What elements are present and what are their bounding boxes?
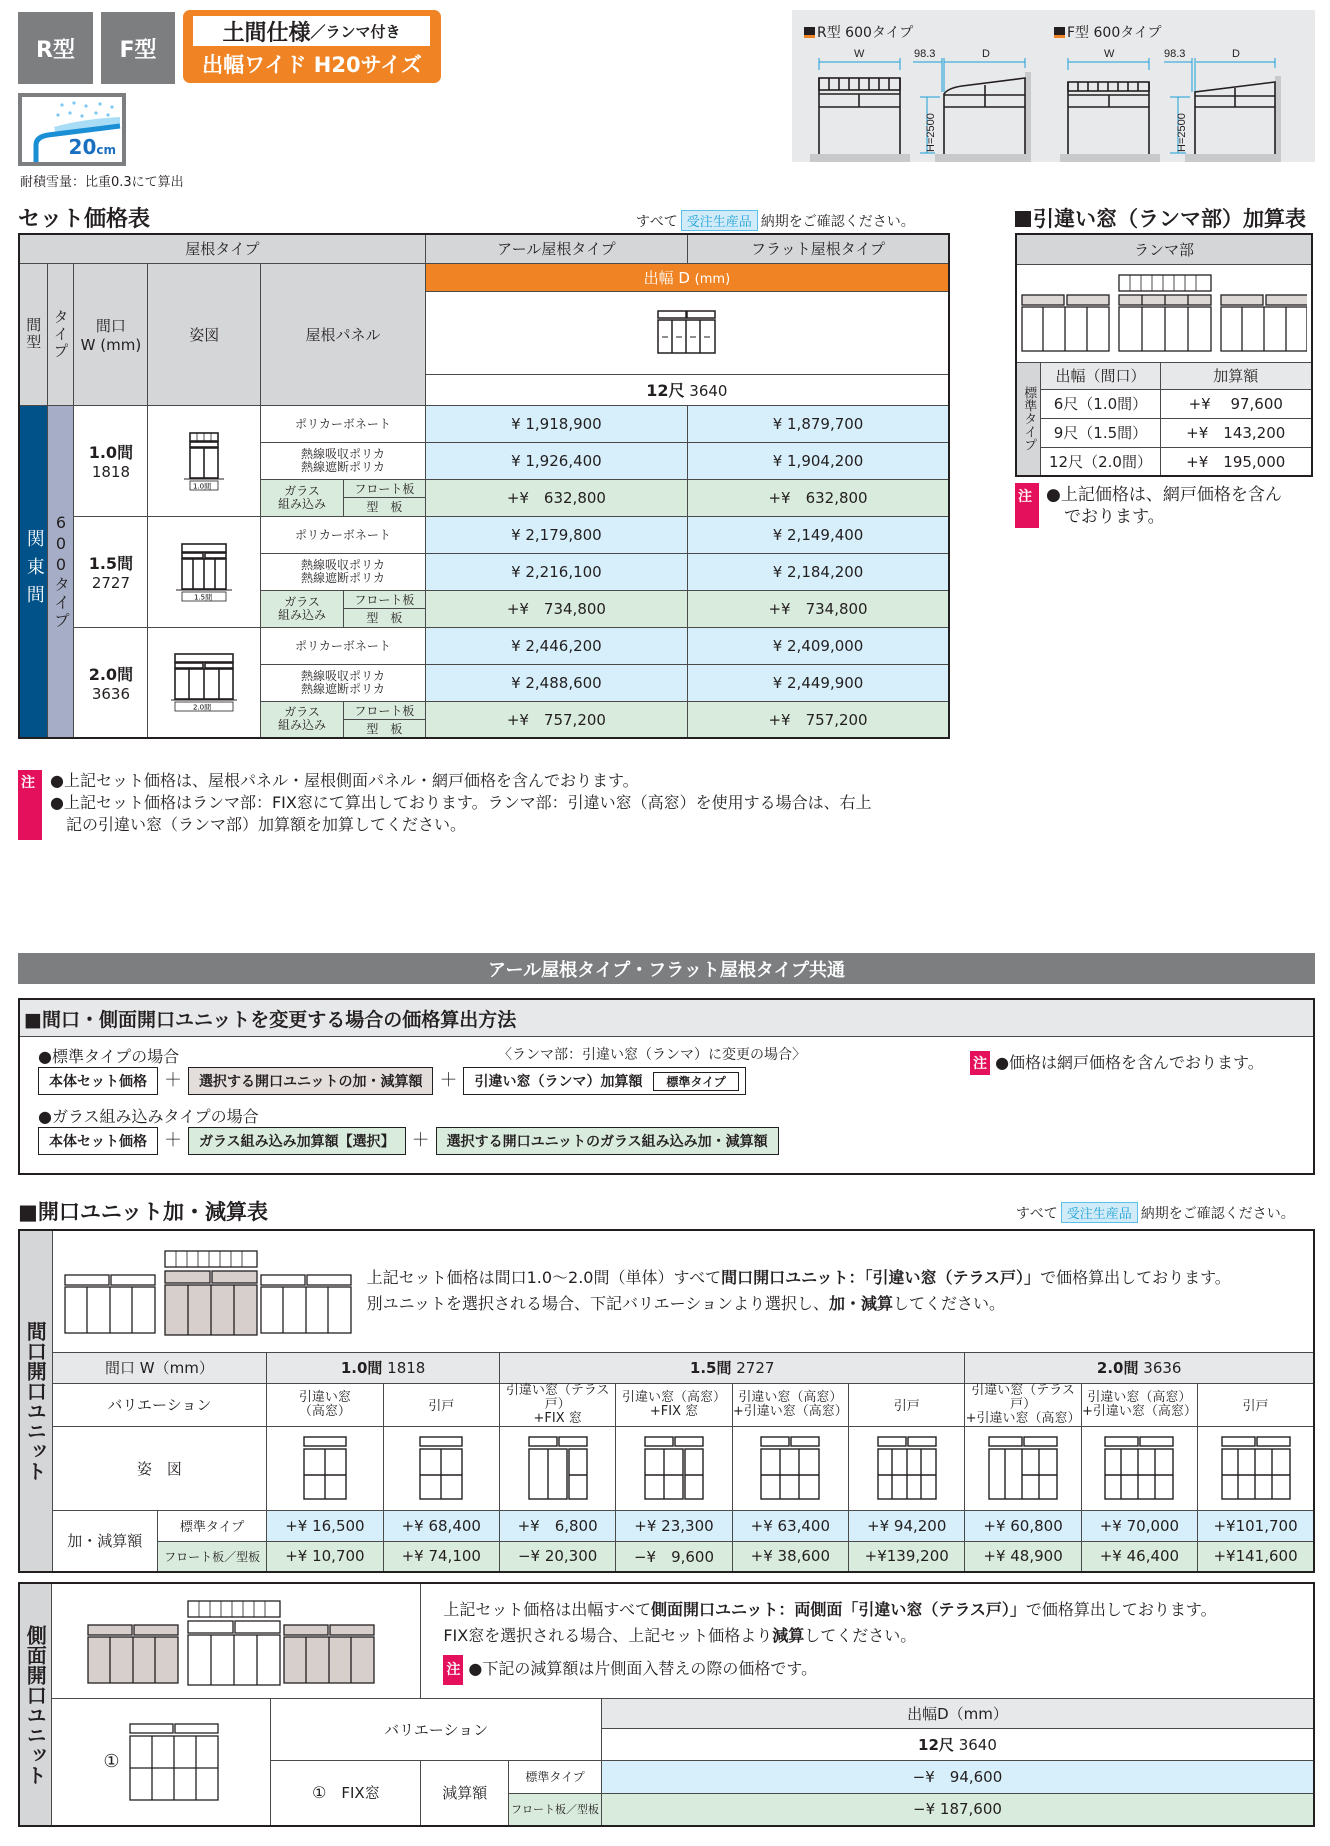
panel-heat: 熱線吸収ポリカ 熱線遮断ポリカ xyxy=(261,442,426,479)
float-amount: +¥ 46,400 xyxy=(1081,1541,1197,1572)
ranma-col-add: 加算額 xyxy=(1160,362,1312,389)
spec-badge xyxy=(183,10,441,83)
formula-title: ■間口・側面開口ユニットを変更する場合の価格算出方法 xyxy=(20,1000,1313,1037)
diagram-r-title: R型 600タイプ xyxy=(804,22,913,42)
figure-1-0 xyxy=(148,405,261,516)
type-600: 600タイプ xyxy=(48,405,74,738)
ranma-size: 12尺（2.0間） xyxy=(1041,447,1160,476)
diagram-r-w: W xyxy=(854,48,865,60)
figure-1-5 xyxy=(148,516,261,627)
ranma-figure xyxy=(1016,264,1312,362)
price-f-2-0-poly: ¥ 2,409,000 xyxy=(688,627,949,664)
panel-heat: 熱線吸収ポリカ 熱線遮断ポリカ xyxy=(261,553,426,590)
std-amount: +¥ 70,000 xyxy=(1081,1510,1197,1541)
width-1-5: 1.5間 2727 xyxy=(74,516,148,627)
svg-text:D: D xyxy=(1232,48,1240,60)
made-to-order-badge: 受注生産品 xyxy=(681,210,758,231)
variation-name: 引違い窓（高窓） +引違い窓（高窓） xyxy=(1081,1383,1197,1426)
variation-name: 引違い窓（テラス戸） +引違い窓（高窓） xyxy=(965,1382,1081,1426)
set-price-notes: ●上記セット価格は、屋根パネル・屋根側面パネル・網戸価格を含んでおります。 ●上記セット価格はランマ部：FIX窓にて算出しております。ランマ部：引違い窓（高窓）を使用する場合は、右上 記の引違い窓（ランマ部）加算額を加算してください。 xyxy=(50,771,872,834)
side-row-name: ① FIX窓 xyxy=(271,1760,421,1826)
row-float: フロート板／型板 xyxy=(157,1541,266,1572)
price-r-1-0-glass: +¥ 632,800 xyxy=(425,479,687,516)
std-amount: +¥ 68,400 xyxy=(383,1510,499,1541)
panel-glass-type: フロート板 型 板 xyxy=(343,701,425,738)
note-mark: 注 xyxy=(1018,489,1032,505)
std-amount: +¥ 6,800 xyxy=(499,1510,615,1541)
price-r-1-0-heat: ¥ 1,926,400 xyxy=(425,442,687,479)
float-amount: +¥ 38,600 xyxy=(732,1541,848,1572)
variation-figure xyxy=(499,1426,615,1510)
snow-unit: cm xyxy=(96,143,116,157)
spec-title: 土間仕様 xyxy=(222,20,311,46)
unit-2-0-icon xyxy=(171,652,237,712)
side-unit-figure xyxy=(52,1583,421,1698)
panel-glass: ガラス 組み込み xyxy=(261,479,344,516)
std-amount: +¥ 16,500 xyxy=(267,1510,383,1541)
price-r-2-0-poly: ¥ 2,446,200 xyxy=(425,627,687,664)
svg-text:98.3: 98.3 xyxy=(914,48,936,60)
std-amount: +¥ 94,200 xyxy=(849,1510,965,1541)
panel-poly: ポリカーボネート xyxy=(261,405,426,442)
badge-f-type: F型 xyxy=(101,12,175,84)
side-row-std: 標準タイプ xyxy=(509,1760,602,1793)
side-unit-desc: 上記セット価格は出幅すべて側面開口ユニット：両側面「引違い窓（テラス戸）」で価格算出しております。 FIX窓を選択される場合、上記セット価格より減算してください。 注 ●下記の減算額は片側面入替えの際の価格です。 xyxy=(421,1583,1314,1698)
transom-fix-icon xyxy=(643,1435,705,1501)
side-unit-icon xyxy=(656,309,718,357)
float-amount: +¥ 74,100 xyxy=(383,1541,499,1572)
glass-formula: 本体セット価格 ＋ ガラス組み込み加算額【選択】 ＋ 選択する開口ユニットのガラス組み込み加・減算額 xyxy=(38,1126,779,1155)
transom-transom-icon xyxy=(1103,1435,1175,1501)
variation-figure xyxy=(1081,1426,1197,1510)
ranma-size: 9尺（1.5間） xyxy=(1041,418,1160,447)
ranma-case-label: 〈ランマ部：引違い窓（ランマ）に変更の場合〉 xyxy=(498,1047,806,1063)
side-row-label: 減算額 xyxy=(421,1760,509,1826)
side-opening-icon xyxy=(86,1591,386,1691)
std-case-label: ●標準タイプの場合 xyxy=(38,1047,180,1066)
spec-sub: ／ランマ付き xyxy=(310,22,401,41)
side-float-value: −¥ 187,600 xyxy=(601,1793,1314,1826)
made-to-order-badge: 受注生産品 xyxy=(1061,1202,1138,1223)
float-amount: +¥141,600 xyxy=(1198,1541,1314,1572)
snow-caption: 耐積雪量：比重0.3にて算出 xyxy=(20,175,184,190)
price-r-1-5-heat: ¥ 2,216,100 xyxy=(425,553,687,590)
carport-elevation-icon xyxy=(792,10,1315,162)
svg-text:H=2500: H=2500 xyxy=(925,113,937,152)
ranma-note: ●上記価格は、網戸価格を含ん でおります。 xyxy=(1046,485,1282,527)
common-section-bar: アール屋根タイプ・フラット屋根タイプ共通 xyxy=(18,953,1315,984)
price-formula-box xyxy=(18,998,1315,1175)
side-unit-note: 注 ●下記の減算額は片側面入替えの際の価格です。 xyxy=(443,1655,1313,1685)
ranma-size: 6尺（1.0間） xyxy=(1041,389,1160,418)
std-formula: 本体セット価格 ＋ 選択する開口ユニットの加・減算額 ＋ 引違い窓（ランマ）加算額 標準タイプ xyxy=(38,1066,746,1095)
variation-name: 引違い窓（高窓） +FIX 窓 xyxy=(616,1383,732,1426)
panel-poly: ポリカーボネート xyxy=(261,627,426,664)
group-1-0: 1.0間 1818 xyxy=(267,1352,500,1383)
panel-glass: ガラス 組み込み xyxy=(261,590,344,627)
price-f-1-5-glass: +¥ 734,800 xyxy=(688,590,949,627)
transom-double-icon xyxy=(759,1435,821,1501)
ranma-add: +¥ 195,000 xyxy=(1160,447,1312,476)
svg-text:1.0間: 1.0間 xyxy=(193,482,212,490)
sliding-door-wide-icon xyxy=(1220,1435,1292,1501)
col-amount: 加・減算額 xyxy=(52,1510,157,1572)
opening-unit-table xyxy=(18,1229,1315,1573)
opening-desc-line2: 別ユニットを選択される場合、下記バリエーションより選択し、加・減算してください。 xyxy=(366,1294,1006,1314)
side-unit-label: 側面開口ユニット xyxy=(19,1583,52,1826)
depth-size: 12尺 3640 xyxy=(425,374,949,405)
col-figure: 姿 図 xyxy=(52,1426,267,1510)
price-f-2-0-heat: ¥ 2,449,900 xyxy=(688,664,949,701)
svg-text:W: W xyxy=(1104,48,1115,60)
price-f-1-0-poly: ¥ 1,879,700 xyxy=(688,405,949,442)
set-price-table xyxy=(18,233,950,739)
snow-value: 20 xyxy=(68,135,97,159)
dimension-diagrams xyxy=(792,10,1315,162)
svg-text:2.0間: 2.0間 xyxy=(193,703,212,712)
set-price-title: セット価格表 xyxy=(18,207,151,232)
side-row-float: フロート板／型板 xyxy=(509,1793,602,1826)
group-2-0: 2.0間 3636 xyxy=(965,1352,1314,1383)
float-amount: −¥ 20,300 xyxy=(499,1541,615,1572)
note-mark: 注 xyxy=(21,775,35,791)
side-fix-figure: ① xyxy=(52,1698,271,1826)
variation-figure xyxy=(1198,1426,1314,1510)
std-amount: +¥ 23,300 xyxy=(616,1510,732,1541)
side-col-variation: バリエーション xyxy=(271,1698,602,1760)
float-amount: +¥ 10,700 xyxy=(267,1541,383,1572)
depth-figure xyxy=(425,291,949,374)
ranma-col-size: 出幅（間口） xyxy=(1041,362,1160,389)
side-depth: 12尺 3640 xyxy=(601,1728,1314,1760)
set-delivery-note: すべて 受注生産品 納期をご確認ください。 xyxy=(636,210,915,231)
float-amount: +¥139,200 xyxy=(849,1541,965,1572)
terrace-fix-icon xyxy=(527,1435,589,1501)
opening-unit-icon xyxy=(63,1241,353,1341)
variation-figure xyxy=(267,1426,383,1510)
unit-1-0-icon xyxy=(184,431,224,491)
col-type: タイプ xyxy=(48,263,74,405)
header-depth: 出幅 D (mm) xyxy=(425,263,949,291)
col-panel: 屋根パネル xyxy=(261,263,426,405)
col-width: 間口 W (mm) xyxy=(74,263,148,405)
variation-name: 引戸 xyxy=(1198,1383,1314,1426)
width-2-0: 2.0間 3636 xyxy=(74,627,148,738)
side-std-value: −¥ 94,600 xyxy=(601,1760,1314,1793)
unit-1-5-icon xyxy=(176,542,232,602)
price-r-1-0-poly: ¥ 1,918,900 xyxy=(425,405,687,442)
ranma-side-label: 標準タイプ xyxy=(1016,362,1041,476)
window-transom-icon xyxy=(302,1435,348,1501)
col-variation: バリエーション xyxy=(52,1383,267,1426)
glass-case-label: ●ガラス組み込みタイプの場合 xyxy=(38,1107,259,1126)
panel-poly: ポリカーボネート xyxy=(261,516,426,553)
svg-text:1.5間: 1.5間 xyxy=(194,593,213,601)
opening-delivery-note: すべて 受注生産品 納期をご確認ください。 xyxy=(1016,1202,1295,1223)
col-model: 間型 xyxy=(19,263,48,405)
side-unit-table xyxy=(18,1582,1315,1827)
group-1-5: 1.5間 2727 xyxy=(499,1352,964,1383)
ranma-header: ランマ部 xyxy=(1016,234,1312,264)
variation-name: 引違い窓（高窓） +引違い窓（高窓） xyxy=(732,1383,848,1426)
std-amount: +¥ 63,400 xyxy=(732,1510,848,1541)
ranma-window-icon xyxy=(1017,271,1307,355)
float-amount: −¥ 9,600 xyxy=(616,1541,732,1572)
row-std: 標準タイプ xyxy=(157,1510,266,1541)
panel-glass: ガラス 組み込み xyxy=(261,701,344,738)
variation-figure xyxy=(849,1426,965,1510)
opening-unit-title: ■開口ユニット加・減算表 xyxy=(18,1200,269,1224)
price-r-1-5-poly: ¥ 2,179,800 xyxy=(425,516,687,553)
opening-desc-line1: 上記セット価格は間口1.0〜2.0間（単体）すべて間口開口ユニット：「引違い窓（テラス戸）」で価格算出しております。 xyxy=(366,1268,1231,1288)
price-r-1-5-glass: +¥ 734,800 xyxy=(425,590,687,627)
panel-glass-type: フロート板 型 板 xyxy=(343,590,425,627)
col-width: 間口 W（mm） xyxy=(52,1352,267,1383)
snow-load-icon xyxy=(18,93,126,166)
variation-name: 引戸 xyxy=(383,1383,499,1426)
badge-r-type: R型 xyxy=(18,12,93,84)
svg-text:98.3: 98.3 xyxy=(1164,48,1186,60)
ranma-add: +¥ 143,200 xyxy=(1160,418,1312,447)
price-r-2-0-heat: ¥ 2,488,600 xyxy=(425,664,687,701)
ranma-title: 引違い窓（ランマ部）加算表 xyxy=(1015,203,1306,233)
price-f-1-5-heat: ¥ 2,184,200 xyxy=(688,553,949,590)
svg-text:D: D xyxy=(982,48,990,60)
opening-desc xyxy=(52,1230,1314,1352)
variation-figure xyxy=(383,1426,499,1510)
variation-name: 引違い窓（テラス戸） +FIX 窓 xyxy=(499,1383,615,1426)
col-figure: 姿図 xyxy=(148,263,261,405)
price-r-2-0-glass: +¥ 757,200 xyxy=(425,701,687,738)
size-label: 出幅ワイド H20サイズ xyxy=(202,53,422,77)
terrace-transom-icon xyxy=(987,1435,1059,1501)
price-f-1-0-heat: ¥ 1,904,200 xyxy=(688,442,949,479)
fix-window-icon xyxy=(128,1722,220,1802)
price-f-2-0-glass: +¥ 757,200 xyxy=(688,701,949,738)
diagram-f-title: F型 600タイプ xyxy=(1054,22,1162,42)
std-amount: +¥101,700 xyxy=(1198,1510,1314,1541)
panel-heat: 熱線吸収ポリカ 熱線遮断ポリカ xyxy=(261,664,426,701)
variation-name: 引違い窓 （高窓） xyxy=(267,1383,383,1426)
formula-note: 注 ●価格は網戸価格を含んでおります。 xyxy=(970,1050,1264,1075)
price-f-1-5-poly: ¥ 2,149,400 xyxy=(688,516,949,553)
variation-figure xyxy=(732,1426,848,1510)
float-amount: +¥ 48,900 xyxy=(965,1541,1081,1572)
variation-figure xyxy=(616,1426,732,1510)
panel-glass-type: フロート板 型 板 xyxy=(343,479,425,516)
ranma-table xyxy=(1015,233,1313,477)
std-amount: +¥ 60,800 xyxy=(965,1510,1081,1541)
side-col-depth: 出幅D（mm） xyxy=(601,1698,1314,1728)
opening-side-label: 間口開口ユニット xyxy=(19,1230,52,1572)
sliding-door-icon xyxy=(418,1435,464,1501)
variation-name: 引戸 xyxy=(849,1383,965,1426)
svg-text:H=2500: H=2500 xyxy=(1176,113,1188,152)
width-1-0: 1.0間 1818 xyxy=(74,405,148,516)
price-f-1-0-glass: +¥ 632,800 xyxy=(688,479,949,516)
sliding-door-4-icon xyxy=(876,1435,938,1501)
model-kanto: 関東間 xyxy=(19,405,48,738)
header-r-roof: アール屋根タイプ xyxy=(425,234,687,263)
variation-figure xyxy=(965,1426,1081,1510)
header-roof-type: 屋根タイプ xyxy=(19,234,425,263)
header-f-roof: フラット屋根タイプ xyxy=(688,234,949,263)
figure-2-0 xyxy=(148,627,261,738)
ranma-add: +¥ 97,600 xyxy=(1160,389,1312,418)
